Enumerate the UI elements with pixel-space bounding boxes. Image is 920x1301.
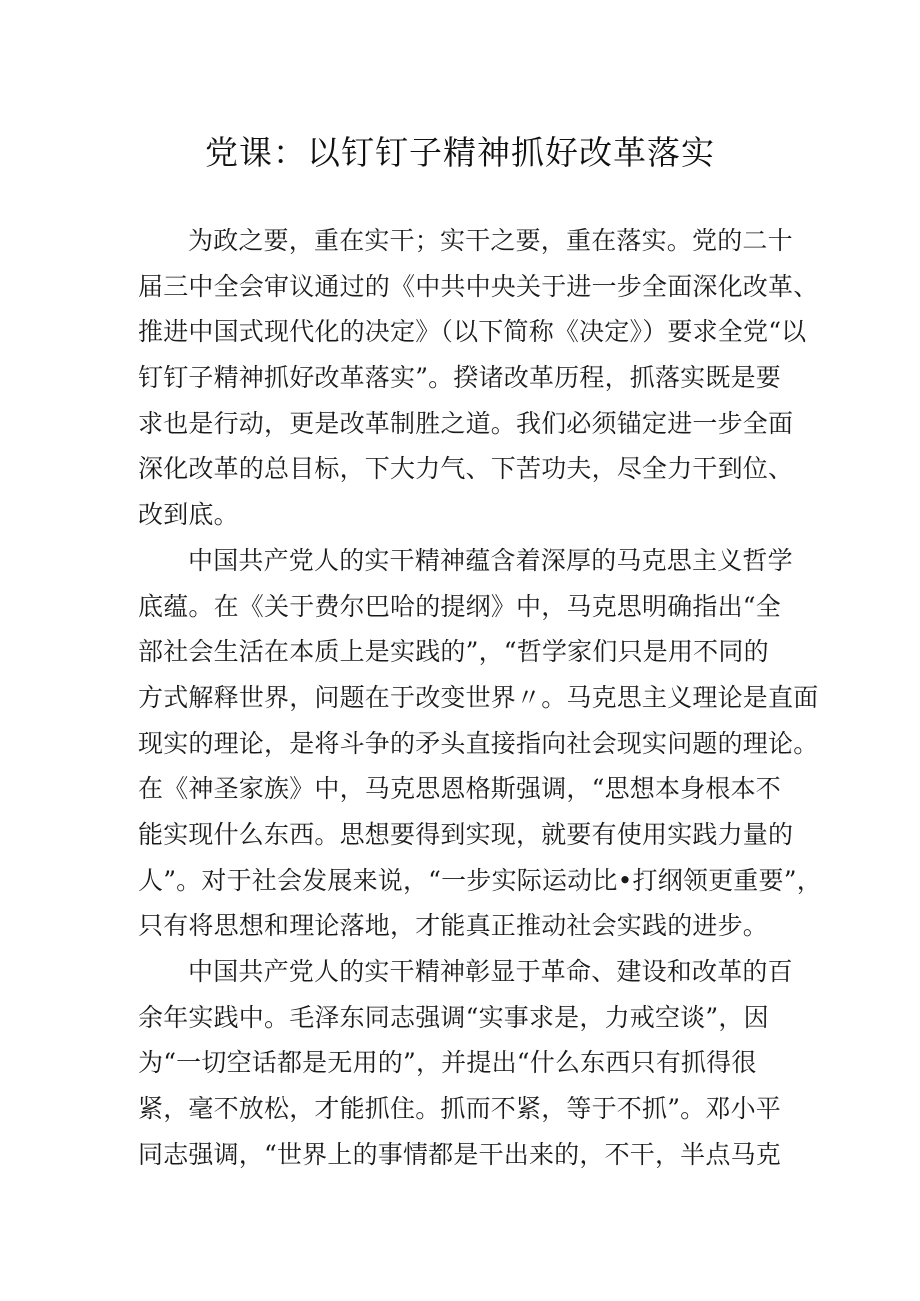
- paragraph: [138, 538, 822, 949]
- text-line: 在《神圣家族》中，马克思恩格斯强调，“思想本身根本不: [138, 774, 781, 804]
- text-line: 部社会生活在本质上是实践的”，“哲学家们只是用不同的: [138, 637, 769, 667]
- text-line: 中国共产党人的实干精神蕴含着深厚的马克思主义哲学: [188, 545, 793, 575]
- document-body: [138, 218, 822, 1177]
- text-line: 为政之要，重在实干；实干之要，重在落实。党的二十: [188, 226, 793, 255]
- text-line: 中国共产党人的实干精神彰显于革命、建设和改革的百: [188, 957, 793, 986]
- text-line: 紧，毫不放松，才能抓住。抓而不紧，等于不抓”。邓小平: [138, 1094, 781, 1124]
- text-line: 为“一切空话都是无用的”，并提出“什么东西只有抓得很: [138, 1048, 757, 1078]
- text-line: 推进中国式现代化的决定》（以下简称《决定》）要求全党“以: [138, 317, 807, 347]
- text-line: 深化改革的总目标，下大力气、下苦功夫，尽全力干到位、: [138, 454, 794, 484]
- paragraph: [138, 218, 819, 538]
- text-line: 现实的理论，是将斗争的矛头直接指向社会现实问题的理论。: [138, 728, 819, 758]
- text-line: 底蕴。在《关于费尔巴哈的提纲》中，马克思明确指出“全: [138, 591, 781, 621]
- text-line: 同志强调，“世界上的事情都是干出来的，不干，半点马克: [138, 1139, 781, 1169]
- text-line: 只有将思想和理论落地，才能真正推动社会实践的进步。: [138, 911, 769, 941]
- text-line: 能实现什么东西。思想要得到实现，就要有使用实践力量的: [138, 819, 794, 849]
- text-line: 人”。对于社会发展来说，“一步实际运动比•打纲领更重要”，: [138, 865, 822, 895]
- text-line: 求也是行动，更是改革制胜之道。我们必须锚定进一步全面: [138, 408, 794, 438]
- text-line: 改到底。: [138, 500, 239, 530]
- document-title: 党课：以钉钉子精神抓好改革落实: [205, 133, 715, 172]
- text-line: 方式解释世界，问题在于改变世界〃。马克思主义理论是直面: [138, 682, 819, 712]
- text-line: 届三中全会审议通过的《中共中央关于进一步全面深化改革、: [138, 271, 819, 301]
- text-line: 钉钉子精神抓好改革落实”。揆诸改革历程，抓落实既是要: [138, 363, 781, 393]
- text-line: 余年实践中。毛泽东同志强调“实事求是，力戒空谈”，因: [138, 1002, 769, 1032]
- paragraph: [138, 949, 798, 1177]
